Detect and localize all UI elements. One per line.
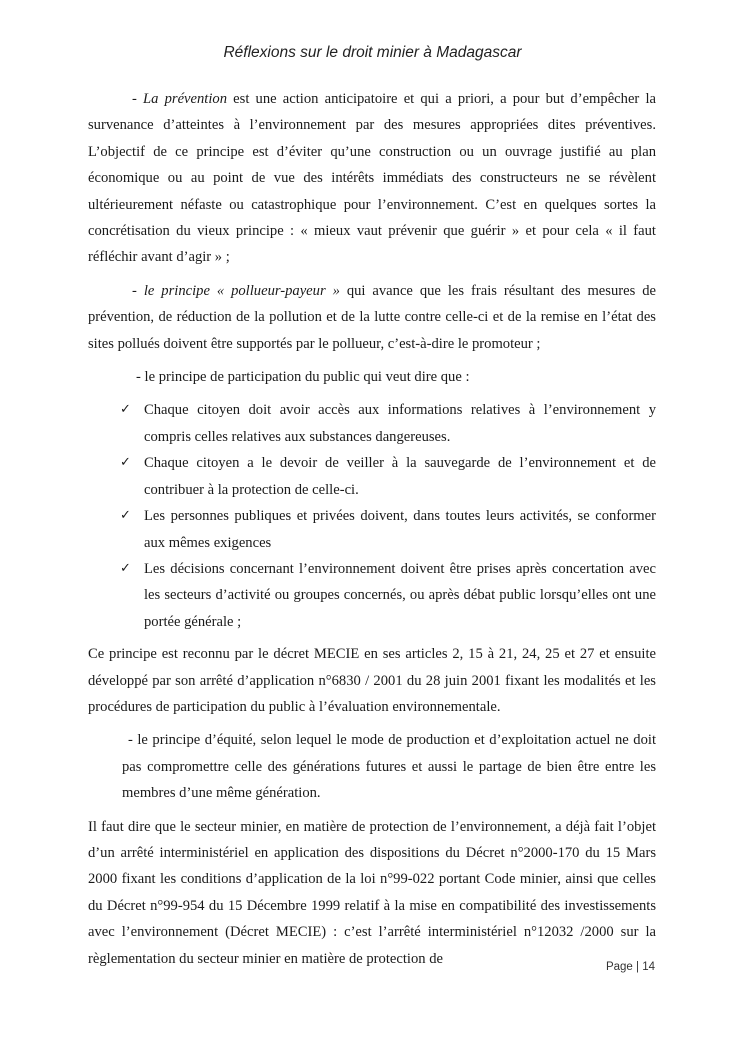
check-mark-icon: ✓ xyxy=(120,402,131,418)
paragraph-mecie: Ce principe est reconnu par le décret MECIE en ses articles 2, 15 à 21, 24, 25 et 27 et ensuite développé par son arrêté d’application n°6830 / 2001 du 28 juin 2001 fixant les modalités et les procédures de participation du public à l’évaluation environnementale. xyxy=(88,646,656,715)
checklist-item xyxy=(120,503,656,556)
paragraph-secteur-minier: Il faut dire que le secteur minier, en matière de protection de l’environnement, a déjà fait l’objet d’un arrêté interministériel en application des dispositions du Décret n°2000-170 du 15 Mars 2000 fixant les conditions d’application de la loi n°99-022 portant Code minier, ainsi que celles du Décret n°99-954 du 15 Décembre 1999 relatif à la mise en compatibilité des investissements avec l’environnement (Décret MECIE) : c’est l’arrêté interministériel n°12032 /2000 sur la règlementation du secteur minier en matière de protection de xyxy=(88,818,656,967)
checklist-item xyxy=(120,450,656,503)
term-pollueur-payeur: le principe « pollueur-payeur » xyxy=(143,282,340,299)
lead-dash: - xyxy=(132,91,144,107)
paragraph-prevention xyxy=(88,86,656,271)
paragraph-equite: - le principe d’équité, selon lequel le mode de production et d’exploitation actuel ne doit pas compromettre celle des générations futures et aussi le partage de bien être entre les membres d’une même génération. xyxy=(122,732,656,802)
term-prevention: La prévention xyxy=(143,91,228,107)
paragraph-participation: - le principe de participation du public qui veut dire que : xyxy=(136,369,470,386)
check-mark-icon: ✓ xyxy=(120,508,131,524)
checklist-item-text: Les personnes publiques et privées doivent, dans toutes leurs activités, se conformer aux mêmes exigences xyxy=(144,508,656,551)
checklist-item xyxy=(120,556,656,635)
checklist-item-text: Chaque citoyen a le devoir de veiller à la sauvegarde de l’environnement et de contribuer à la protection de celle-ci. xyxy=(144,455,656,498)
lead-dash: - xyxy=(132,282,144,299)
check-mark-icon: ✓ xyxy=(120,455,131,471)
checklist-item-text: Chaque citoyen doit avoir accès aux informations relatives à l’environnement y compris celles relatives aux substances dangereuses. xyxy=(144,402,656,445)
checklist-item xyxy=(120,397,656,450)
prevention-text: est une action anticipatoire et qui a priori, a pour but d’empêcher la survenance d’atteintes à l’environnement par des mesures appropriées dites préventives. L’objectif de ce principe est d’éviter qu’une construction ou un ouvrage justifié au plan économique ou au point de vue des intérêts immédiats des constructeurs ne se révèlent ultérieurement néfaste ou catastrophique pour l’environnement. C’est en quelques sortes la concrétisation du vieux principe : « mieux vaut prévenir que guérir » et pour cela « il faut réfléchir avant d’agir » ; xyxy=(88,91,656,266)
page-number: Page | 14 xyxy=(605,961,655,973)
checklist-item-text: Les décisions concernant l’environnement doivent être prises après concertation avec les secteurs d’activité ou groupes concernés, ou après débat public lorsqu’elles ont une portée générale ; xyxy=(144,560,656,630)
pollueur-text: qui avance que les frais résultant des mesures de prévention, de réduction de la pollution et de la lutte contre celle-ci et de la remise en l’état des sites pollués doivent être supportés par le pollueur, c’est-à-dire le promoteur ; xyxy=(88,282,656,352)
participation-checklist xyxy=(88,397,656,635)
paragraph-pollueur-payeur xyxy=(88,278,656,357)
document-body xyxy=(88,86,656,979)
check-mark-icon: ✓ xyxy=(120,560,131,576)
page-header: Réflexions sur le droit minier à Madagascar xyxy=(223,44,522,61)
